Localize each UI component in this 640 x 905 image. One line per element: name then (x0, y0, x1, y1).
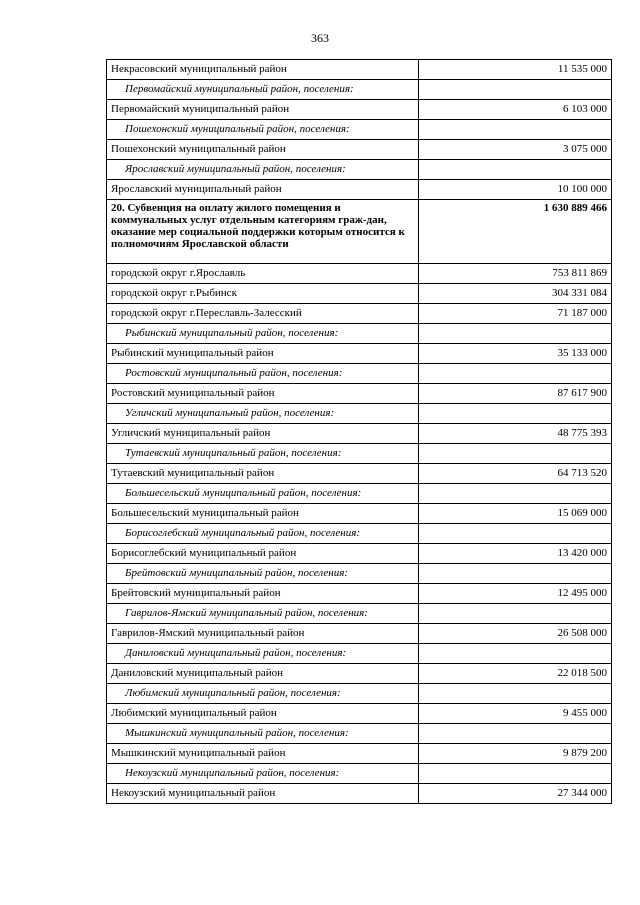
row-amount: 1 630 889 466 (419, 200, 612, 264)
row-amount: 9 455 000 (419, 704, 612, 724)
row-name: Первомайский муниципальный район, поселения: (107, 80, 419, 100)
subgroup-row (107, 564, 612, 584)
table-row (107, 60, 612, 80)
row-name: Тутаевский муниципальный район (107, 464, 419, 484)
table-body (107, 60, 612, 804)
table-row (107, 504, 612, 524)
table-row (107, 544, 612, 564)
subgroup-row (107, 364, 612, 384)
row-name: Некоузский муниципальный район (107, 784, 419, 804)
subgroup-row (107, 524, 612, 544)
row-name: Гаврилов-Ямский муниципальный район (107, 624, 419, 644)
table-row (107, 304, 612, 324)
row-amount: 12 495 000 (419, 584, 612, 604)
subgroup-row (107, 724, 612, 744)
row-name: Гаврилов-Ямский муниципальный район, поселения: (107, 604, 419, 624)
row-name: Большесельский муниципальный район (107, 504, 419, 524)
row-amount (419, 764, 612, 784)
table-row (107, 180, 612, 200)
row-name: 20. Субвенция на оплату жилого помещения и коммунальных услуг отдельным категориям граж-дан, оказание мер социальной поддержки которым относится к полномочиям Ярославской области (107, 200, 419, 264)
row-amount (419, 604, 612, 624)
table-row (107, 664, 612, 684)
table-row (107, 584, 612, 604)
row-amount: 11 535 000 (419, 60, 612, 80)
subgroup-row (107, 604, 612, 624)
row-amount: 304 331 084 (419, 284, 612, 304)
row-amount: 13 420 000 (419, 544, 612, 564)
row-amount: 71 187 000 (419, 304, 612, 324)
row-name: городской округ г.Ярославль (107, 264, 419, 284)
row-name: Мышкинский муниципальный район, поселения: (107, 724, 419, 744)
row-amount (419, 160, 612, 180)
subgroup-row (107, 444, 612, 464)
row-name: городской округ г.Рыбинск (107, 284, 419, 304)
table-row (107, 624, 612, 644)
row-amount: 6 103 000 (419, 100, 612, 120)
row-name: Первомайский муниципальный район (107, 100, 419, 120)
row-amount (419, 324, 612, 344)
row-amount: 753 811 869 (419, 264, 612, 284)
row-amount (419, 644, 612, 664)
table-row (107, 100, 612, 120)
subgroup-row (107, 404, 612, 424)
table-row (107, 284, 612, 304)
table-row (107, 264, 612, 284)
row-amount: 64 713 520 (419, 464, 612, 484)
subgroup-row (107, 324, 612, 344)
row-amount: 15 069 000 (419, 504, 612, 524)
row-amount (419, 120, 612, 140)
page-number: 363 (311, 31, 329, 45)
row-name: Пошехонский муниципальный район (107, 140, 419, 160)
row-amount: 9 879 200 (419, 744, 612, 764)
row-name: Даниловский муниципальный район (107, 664, 419, 684)
subgroup-row (107, 160, 612, 180)
row-name: Борисоглебский муниципальный район (107, 544, 419, 564)
table-row (107, 704, 612, 724)
row-name: Брейтовский муниципальный район, поселения: (107, 564, 419, 584)
row-amount (419, 684, 612, 704)
row-amount (419, 484, 612, 504)
row-amount (419, 524, 612, 544)
row-name: Тутаевский муниципальный район, поселения: (107, 444, 419, 464)
row-name: Ростовский муниципальный район (107, 384, 419, 404)
row-amount: 22 018 500 (419, 664, 612, 684)
row-amount (419, 404, 612, 424)
row-amount: 3 075 000 (419, 140, 612, 160)
row-name: Мышкинский муниципальный район (107, 744, 419, 764)
row-name: Ярославский муниципальный район, поселения: (107, 160, 419, 180)
row-name: Некоузский муниципальный район, поселения: (107, 764, 419, 784)
row-name: Угличский муниципальный район, поселения: (107, 404, 419, 424)
table-row (107, 464, 612, 484)
row-name: городской округ г.Переславль-Залесский (107, 304, 419, 324)
row-amount: 87 617 900 (419, 384, 612, 404)
section-heading-row (107, 200, 612, 264)
table-row (107, 384, 612, 404)
row-name: Любимский муниципальный район, поселения: (107, 684, 419, 704)
row-amount: 10 100 000 (419, 180, 612, 200)
subvention-table (106, 59, 612, 804)
row-amount (419, 564, 612, 584)
row-amount: 27 344 000 (419, 784, 612, 804)
row-amount: 48 775 393 (419, 424, 612, 444)
table-row (107, 744, 612, 764)
subgroup-row (107, 684, 612, 704)
row-amount (419, 724, 612, 744)
row-name: Брейтовский муниципальный район (107, 584, 419, 604)
table-row (107, 424, 612, 444)
row-name: Борисоглебский муниципальный район, поселения: (107, 524, 419, 544)
row-name: Любимский муниципальный район (107, 704, 419, 724)
row-name: Пошехонский муниципальный район, поселения: (107, 120, 419, 140)
table-row (107, 344, 612, 364)
row-amount (419, 364, 612, 384)
row-amount (419, 444, 612, 464)
row-name: Рыбинский муниципальный район, поселения: (107, 324, 419, 344)
subgroup-row (107, 80, 612, 100)
table-row (107, 140, 612, 160)
subgroup-row (107, 120, 612, 140)
row-name: Большесельский муниципальный район, поселения: (107, 484, 419, 504)
table-row (107, 784, 612, 804)
row-name: Рыбинский муниципальный район (107, 344, 419, 364)
row-name: Некрасовский муниципальный район (107, 60, 419, 80)
row-name: Ярославский муниципальный район (107, 180, 419, 200)
row-amount: 26 508 000 (419, 624, 612, 644)
row-amount: 35 133 000 (419, 344, 612, 364)
row-amount (419, 80, 612, 100)
row-name: Ростовский муниципальный район, поселения: (107, 364, 419, 384)
subgroup-row (107, 644, 612, 664)
subgroup-row (107, 484, 612, 504)
row-name: Угличский муниципальный район (107, 424, 419, 444)
row-name: Даниловский муниципальный район, поселения: (107, 644, 419, 664)
subgroup-row (107, 764, 612, 784)
